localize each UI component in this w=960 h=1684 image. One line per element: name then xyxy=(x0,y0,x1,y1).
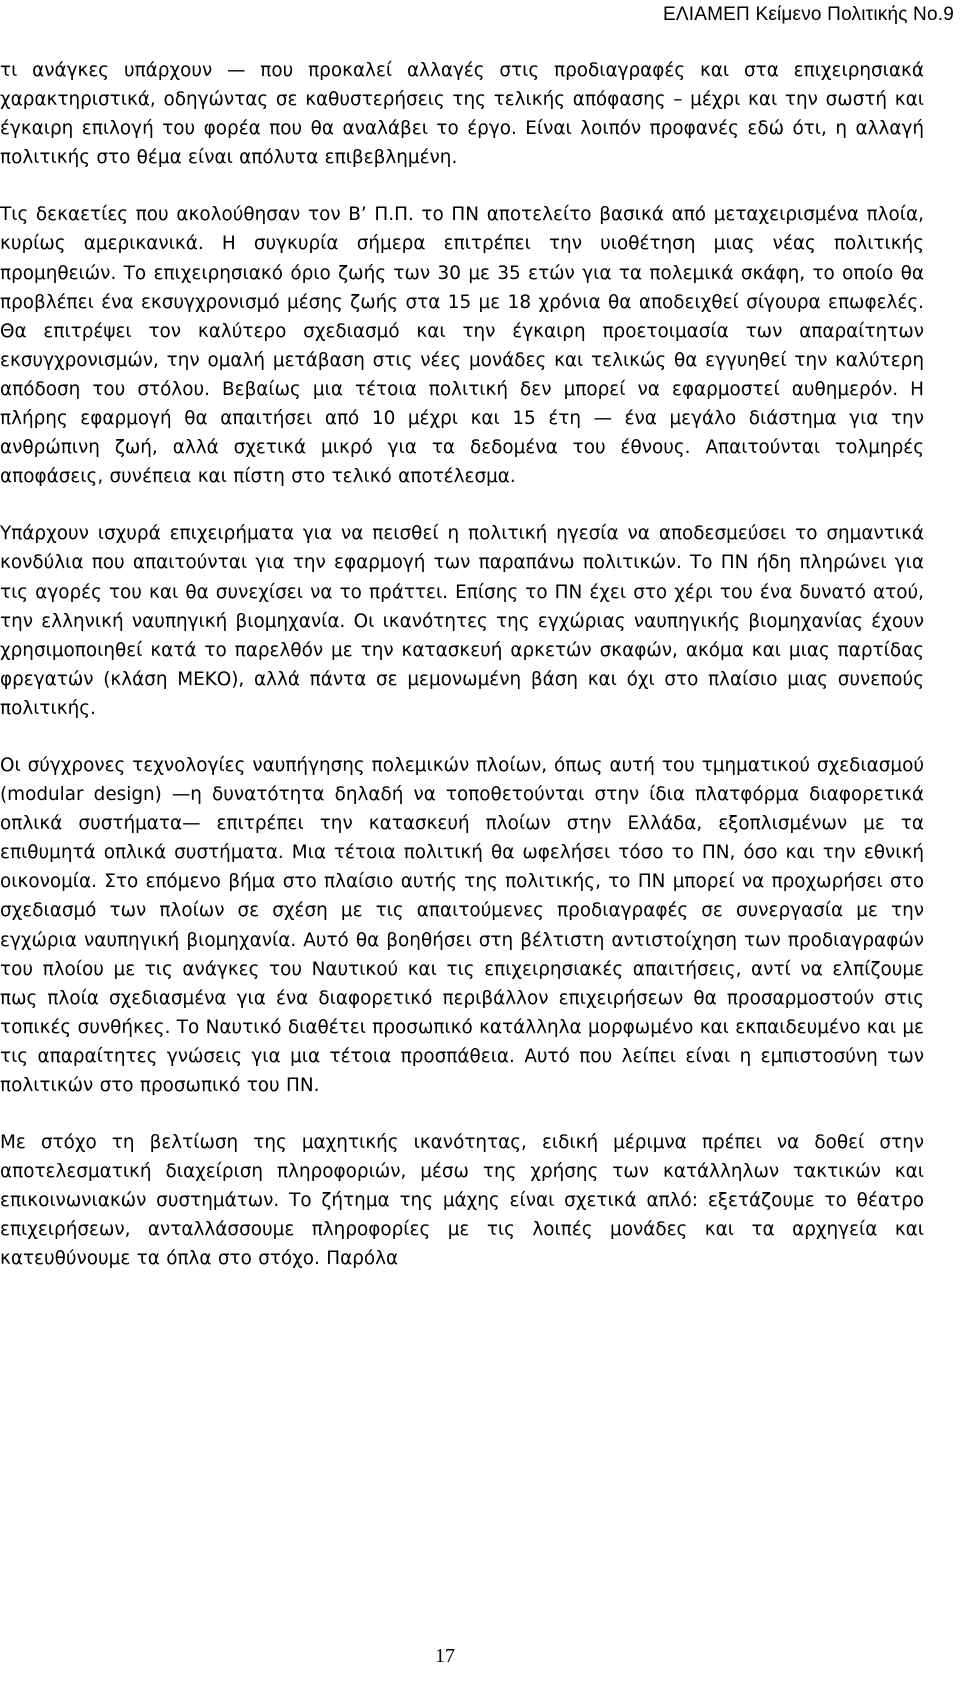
page-number: 17 xyxy=(435,1645,455,1667)
paragraph-5: Με στόχο τη βελτίωση της μαχητικής ικανότητας, ειδική μέριμνα πρέπει να δοθεί στην αποτελεσματική διαχείριση πληροφοριών, μέσω της χρήσης των κατάλληλων τακτικών και επικοινωνιακών συστημάτων. Το ζήτημα της μάχης είναι σχετικά απλό: εξετάζουμε το θέατρο επιχειρήσεων, ανταλλάσσουμε πληροφορίες με τις λοιπές μονάδες και τα αρχηγεία και κατευθύνουμε τα όπλα στο στόχο. Παρόλα xyxy=(0,1132,924,1270)
paragraph-1: τι ανάγκες υπάρχουν — που προκαλεί αλλαγές στις προδιαγραφές και στα επιχειρησιακά χαρακτηριστικά, οδηγώντας σε καθυστερήσεις της τελικής απόφασης – μέχρι και την σωστή και έγκαιρη επιλογή του φορέα που θα αναλάβει το έργο. Είναι λοιπόν προφανές εδώ ότι, η αλλαγή πολιτικής στο θέμα είναι απόλυτα επιβεβλημένη. xyxy=(0,60,924,169)
paragraph-4: Οι σύγχρονες τεχνολογίες ναυπήγησης πολεμικών πλοίων, όπως αυτή του τμηματικού σχεδιασμού (modular design) —η δυνατότητα δηλαδή να τοποθετούνται στην ίδια πλατφόρμα διαφορετικά οπλικά συστήματα— επιτρέπει την κατασκευή πλοίων στην Ελλάδα, εξοπλισμένων με τα επιθυμητά οπλικά συστήματα. Μια τέτοια πολιτική θα ωφελήσει τόσο το ΠΝ, όσο και την εθνική οικονομία. Στο επόμενο βήμα στο πλαίσιο αυτής της πολιτικής, το ΠΝ μπορεί να προχωρήσει στο σχεδιασμό των πλοίων σε σχέση με τις απαιτούμενες προδιαγραφές σε συνεργασία με την εγχώρια ναυπηγική βιομηχανία. Αυτό θα βοηθήσει στη βέλτιστη αντιστοίχηση των προδιαγραφών του πλοίου με τις ανάγκες του Ναυτικού και τις επιχειρησιακές απαιτήσεις, αντί να ελπίζουμε πως πλοία σχεδιασμένα για ένα διαφορετικό περιβάλλον επιχειρήσεων θα προσαρμοστούν στις τοπικές συνθήκες. Το Ναυτικό διαθέτει προσωπικό κατάλληλα μορφωμένο και εκπαιδευμένο και με τις απαραίτητες γνώσεις για μια τέτοια προσπάθεια. Αυτό που λείπει είναι η εμπιστοσύνη των πολιτικών στο προσωπικό του ΠΝ. xyxy=(0,754,924,1096)
document-body xyxy=(0,56,924,1302)
document-header: ΕΛΙΑΜΕΠ Κείμενο Πολιτικής No.9 xyxy=(663,4,954,25)
paragraph-2: Τις δεκαετίες που ακολούθησαν τον Β’ Π.Π. το ΠΝ αποτελείτο βασικά από μεταχειρισμένα πλοία, κυρίως αμερικανικά. Η συγκυρία σήμερα επιτρέπει την υιοθέτηση μιας νέας πολιτικής προμηθειών. Το επιχειρησιακό όριο ζωής των 30 με 35 ετών για τα πολεμικά σκάφη, το οποίο θα προβλέπει ένα εκσυγχρονισμό μέσης ζωής στα 15 με 18 χρόνια θα αποδειχθεί σίγουρα επωφελές. Θα επιτρέψει τον καλύτερο σχεδιασμό και την έγκαιρη προετοιμασία των απαραίτητων εκσυγχρονισμών, την ομαλή μετάβαση στις νέες μονάδες και τελικώς θα εγγυηθεί την καλύτερη απόδοση του στόλου. Βεβαίως μια τέτοια πολιτική δεν μπορεί να εφαρμοστεί αυθημερόν. Η πλήρης εφαρμογή θα απαιτήσει από 10 μέχρι και 15 έτη — ένα μεγάλο διάστημα για την ανθρώπινη ζωή, αλλά σχετικά μικρό για τα δεδομένα του έθνους. Απαιτούνται τολμηρές αποφάσεις, συνέπεια και πίστη στο τελικό αποτέλεσμα. xyxy=(0,204,924,488)
paragraph-3: Υπάρχουν ισχυρά επιχειρήματα για να πεισθεί η πολιτική ηγεσία να αποδεσμεύσει το σημαντικά κονδύλια που απαιτούνται για την εφαρμογή των παραπάνω πολιτικών. Το ΠΝ ήδη πληρώνει για τις αγορές του και θα συνεχίσει να το πράττει. Επίσης το ΠΝ έχει στο χέρι του ένα δυνατό ατού, την ελληνική ναυπηγική βιομηχανία. Οι ικανότητες της εγχώριας ναυπηγικής βιομηχανίας έχουν χρησιμοποιηθεί κατά το παρελθόν με την κατασκευή αρκετών σκαφών, ακόμα και μιας παρτίδας φρεγατών (κλάση ΜΕΚΟ), αλλά πάντα σε μεμονωμένη βάση και όχι στο πλαίσιο μιας συνεπούς πολιτικής. xyxy=(0,523,924,719)
